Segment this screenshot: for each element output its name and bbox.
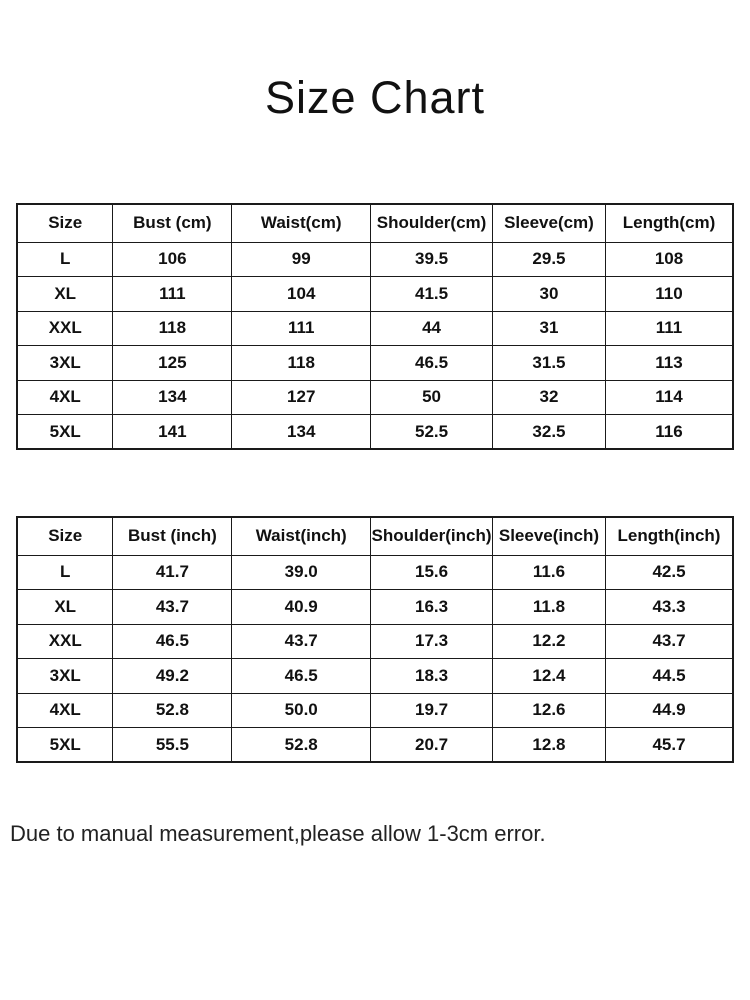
- table-cell: 31: [492, 311, 605, 346]
- table-cell: 18.3: [371, 659, 493, 694]
- table-cell: 108: [606, 242, 733, 277]
- table-cell: 11.6: [492, 555, 605, 590]
- table-cell: 3XL: [17, 346, 113, 381]
- table-cell: 12.8: [492, 728, 605, 763]
- table-cell: 111: [232, 311, 371, 346]
- table-row: [17, 277, 733, 312]
- table-cell: L: [17, 242, 113, 277]
- table-cell: 32.5: [492, 415, 605, 450]
- table-cell: 39.0: [232, 555, 371, 590]
- table-cell: 49.2: [113, 659, 232, 694]
- table-cell: 19.7: [371, 693, 493, 728]
- table-row: [17, 311, 733, 346]
- table-cell: 43.7: [113, 590, 232, 625]
- column-header: Size: [17, 204, 113, 242]
- table-cell: 52.8: [232, 728, 371, 763]
- table-cell: 50: [371, 380, 493, 415]
- table-cell: 41.5: [371, 277, 493, 312]
- table-cell: 46.5: [113, 624, 232, 659]
- table-cell: 20.7: [371, 728, 493, 763]
- column-header: Shoulder(inch): [371, 517, 493, 555]
- table-cell: 5XL: [17, 728, 113, 763]
- size-table-cm: [16, 203, 734, 450]
- column-header: Length(inch): [606, 517, 733, 555]
- table-cell: 134: [113, 380, 232, 415]
- table-cell: 55.5: [113, 728, 232, 763]
- column-header: Bust (inch): [113, 517, 232, 555]
- table-cell: 111: [606, 311, 733, 346]
- table-body: [17, 242, 733, 449]
- table-cell: 32: [492, 380, 605, 415]
- table-cell: L: [17, 555, 113, 590]
- table-row: [17, 590, 733, 625]
- table-cell: 30: [492, 277, 605, 312]
- column-header: Shoulder(cm): [371, 204, 493, 242]
- table-body: [17, 555, 733, 762]
- table-cell: 110: [606, 277, 733, 312]
- table-cell: 17.3: [371, 624, 493, 659]
- column-header: Sleeve(inch): [492, 517, 605, 555]
- table-header-row: [17, 204, 733, 242]
- table-head: [17, 204, 733, 242]
- table-row: [17, 555, 733, 590]
- table-cell: 104: [232, 277, 371, 312]
- table-cell: 43.7: [606, 624, 733, 659]
- measurement-note: Due to manual measurement,please allow 1-3cm error.: [10, 821, 546, 846]
- table-cell: 4XL: [17, 380, 113, 415]
- table-cell: 31.5: [492, 346, 605, 381]
- table-cell: 3XL: [17, 659, 113, 694]
- table-cell: 45.7: [606, 728, 733, 763]
- table-cell: 118: [113, 311, 232, 346]
- table-cell: XXL: [17, 624, 113, 659]
- table-cell: 46.5: [371, 346, 493, 381]
- column-header: Size: [17, 517, 113, 555]
- table-cell: 99: [232, 242, 371, 277]
- table-cell: 44: [371, 311, 493, 346]
- table-cell: 4XL: [17, 693, 113, 728]
- table-head: [17, 517, 733, 555]
- table-cell: 52.5: [371, 415, 493, 450]
- table-row: [17, 728, 733, 763]
- table-cell: 42.5: [606, 555, 733, 590]
- table-cell: 41.7: [113, 555, 232, 590]
- table-cell: 11.8: [492, 590, 605, 625]
- table-cell: 44.9: [606, 693, 733, 728]
- table-cell: 43.3: [606, 590, 733, 625]
- column-header: Waist(inch): [232, 517, 371, 555]
- table-cell: 113: [606, 346, 733, 381]
- table-cell: 12.4: [492, 659, 605, 694]
- table-cell: 134: [232, 415, 371, 450]
- column-header: Length(cm): [606, 204, 733, 242]
- table-cell: 5XL: [17, 415, 113, 450]
- table-cell: 12.2: [492, 624, 605, 659]
- table-cell: XXL: [17, 311, 113, 346]
- table-row: [17, 346, 733, 381]
- table-cell: 39.5: [371, 242, 493, 277]
- table-cell: 15.6: [371, 555, 493, 590]
- table-cell: 127: [232, 380, 371, 415]
- size-table-inch: [16, 516, 734, 763]
- table-cell: XL: [17, 277, 113, 312]
- table-row: [17, 693, 733, 728]
- column-header: Sleeve(cm): [492, 204, 605, 242]
- table-cell: 111: [113, 277, 232, 312]
- table-cell: 43.7: [232, 624, 371, 659]
- table-row: [17, 415, 733, 450]
- table-cell: 44.5: [606, 659, 733, 694]
- table-cell: 40.9: [232, 590, 371, 625]
- table-row: [17, 659, 733, 694]
- page-title: Size Chart: [264, 72, 486, 123]
- table-row: [17, 380, 733, 415]
- table-cell: 50.0: [232, 693, 371, 728]
- table-cell: 106: [113, 242, 232, 277]
- table-cell: 125: [113, 346, 232, 381]
- table-header-row: [17, 517, 733, 555]
- table-cell: 141: [113, 415, 232, 450]
- column-header: Waist(cm): [232, 204, 371, 242]
- table-row: [17, 242, 733, 277]
- table-cell: 52.8: [113, 693, 232, 728]
- column-header: Bust (cm): [113, 204, 232, 242]
- table-cell: 118: [232, 346, 371, 381]
- table-cell: XL: [17, 590, 113, 625]
- table-cell: 12.6: [492, 693, 605, 728]
- table-cell: 29.5: [492, 242, 605, 277]
- table-cell: 114: [606, 380, 733, 415]
- table-cell: 116: [606, 415, 733, 450]
- table-row: [17, 624, 733, 659]
- table-cell: 16.3: [371, 590, 493, 625]
- table-cell: 46.5: [232, 659, 371, 694]
